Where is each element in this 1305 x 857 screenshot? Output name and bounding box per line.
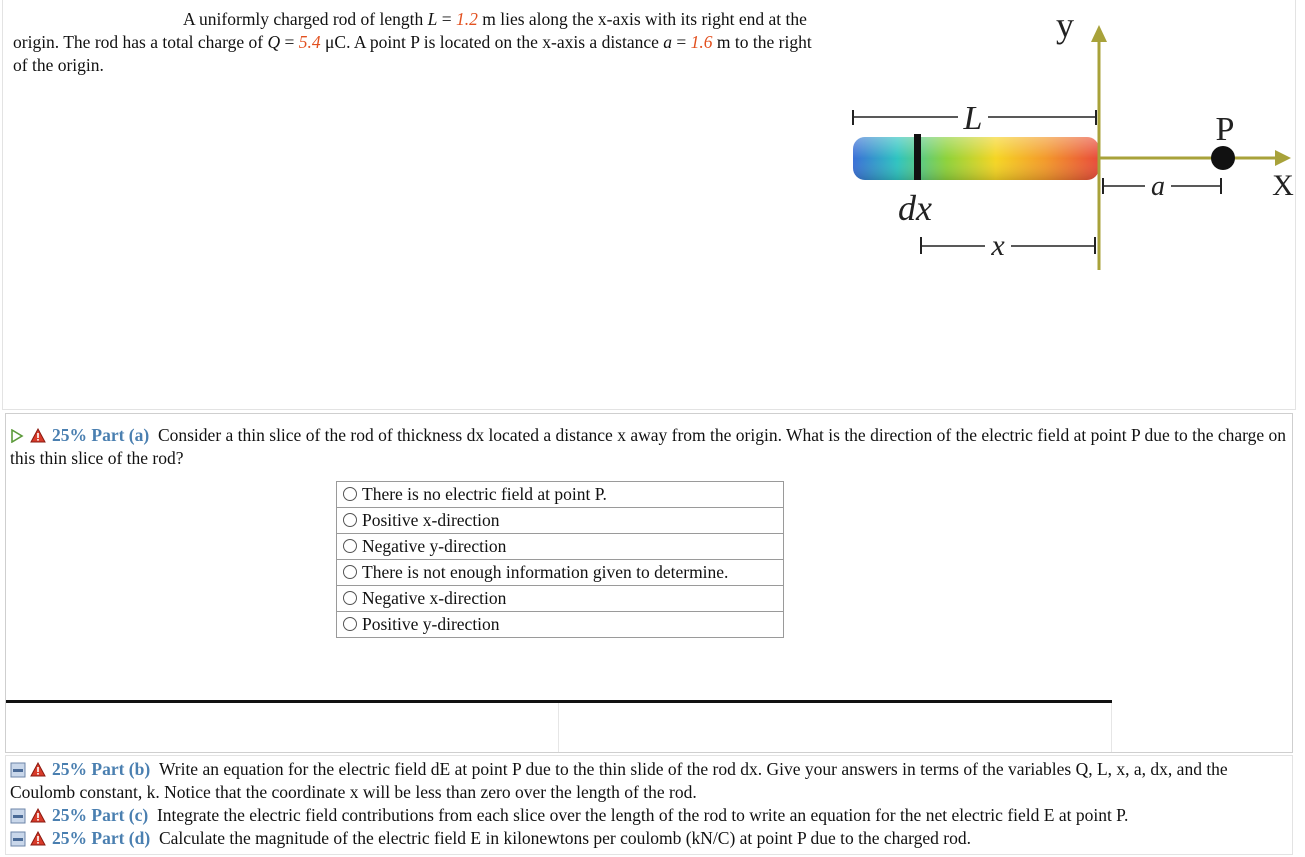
x-dimension <box>921 229 1095 262</box>
option-row[interactable]: Negative x-direction <box>337 586 784 612</box>
collapsed-part-icon[interactable] <box>10 831 26 847</box>
part-d-text: Calculate the magnitude of the electric field E in kilonewtons per coulomb (kN/C) at point P due to the charged rod. <box>158 828 972 848</box>
option-row[interactable]: There is not enough information given to determine. <box>337 560 784 586</box>
part-a-question: Consider a thin slice of the rod of thickness dx located a distance x away from the origin. What is the direction of the electric field at point P due to the charge on this thin slice of the rod? <box>10 425 1287 468</box>
length-symbol: L <box>427 9 438 29</box>
length-value: 1.2 <box>455 9 478 29</box>
rod-diagram <box>833 0 1298 280</box>
expand-triangle-icon[interactable] <box>10 429 24 443</box>
part-d-percent: 25% Part (d) <box>52 828 151 848</box>
part-a-panel <box>5 413 1293 753</box>
part-c-percent: 25% Part (c) <box>52 805 149 825</box>
radio-button[interactable] <box>343 617 357 631</box>
radio-button[interactable] <box>343 487 357 501</box>
distance-label: a <box>1151 171 1165 202</box>
length-label: L <box>963 100 983 137</box>
radio-button[interactable] <box>343 591 357 605</box>
distance-dimension <box>1103 171 1221 202</box>
radio-button[interactable] <box>343 539 357 553</box>
part-b-text: Write an equation for the electric field dE at point P due to the thin slide of the rod dx. Give your answers in terms of the variables Q, L, x, a, dx, and the Coulomb constant, k. Notice that the coordinate x will be less than zero over the length of the rod. <box>10 759 1228 802</box>
y-axis-label: y <box>1056 5 1074 45</box>
charge-value: 5.4 <box>298 32 321 52</box>
option-row[interactable]: There is no electric field at point P. <box>337 482 784 508</box>
option-row[interactable]: Positive x-direction <box>337 508 784 534</box>
thin-slice-dx <box>914 134 921 180</box>
charge-symbol: Q <box>267 32 281 52</box>
problem-statement-box <box>2 0 1296 410</box>
distance-value: 1.6 <box>690 32 713 52</box>
length-dimension <box>853 100 1096 137</box>
part-a-header <box>10 424 1288 470</box>
x-distance-label: x <box>991 229 1005 262</box>
option-row[interactable]: Negative y-direction <box>337 534 784 560</box>
collapsed-part-icon[interactable] <box>10 762 26 778</box>
submission-cell <box>6 703 559 752</box>
x-axis <box>1099 150 1294 202</box>
part-b-percent: 25% Part (b) <box>52 759 151 779</box>
point-p <box>1211 111 1235 170</box>
radio-button[interactable] <box>343 513 357 527</box>
warning-icon <box>30 428 46 443</box>
part-c-text: Integrate the electric field contributions from each slice over the length of the rod to write an equation for the net electric field E at point P. <box>156 805 1129 825</box>
option-row[interactable]: Positive y-direction <box>337 612 784 638</box>
part-a-percent: 25% Part (a) <box>52 425 150 445</box>
submission-cell <box>559 703 1112 752</box>
distance-symbol: a <box>663 32 673 52</box>
warning-icon <box>30 831 46 846</box>
problem-text: A uniformly charged rod of length L = 1.2 m lies along the x-axis with its right end at the origin. The rod has a total charge of Q = 5.4 μC. A point P is located on the x-axis a distance a = 1.6 m to the right of the origin. <box>13 9 812 75</box>
part-c-row[interactable] <box>10 804 1288 827</box>
collapsed-part-icon[interactable] <box>10 808 26 824</box>
point-p-label: P <box>1215 111 1235 148</box>
charged-rod <box>853 134 1099 180</box>
answer-options <box>336 481 784 638</box>
x-axis-label: X <box>1272 169 1294 202</box>
warning-icon <box>30 808 46 823</box>
radio-button[interactable] <box>343 565 357 579</box>
part-d-row[interactable] <box>10 827 1288 850</box>
warning-icon <box>30 762 46 777</box>
dx-label: dx <box>898 188 932 228</box>
remaining-parts <box>5 755 1293 855</box>
part-b-row[interactable] <box>10 758 1288 804</box>
